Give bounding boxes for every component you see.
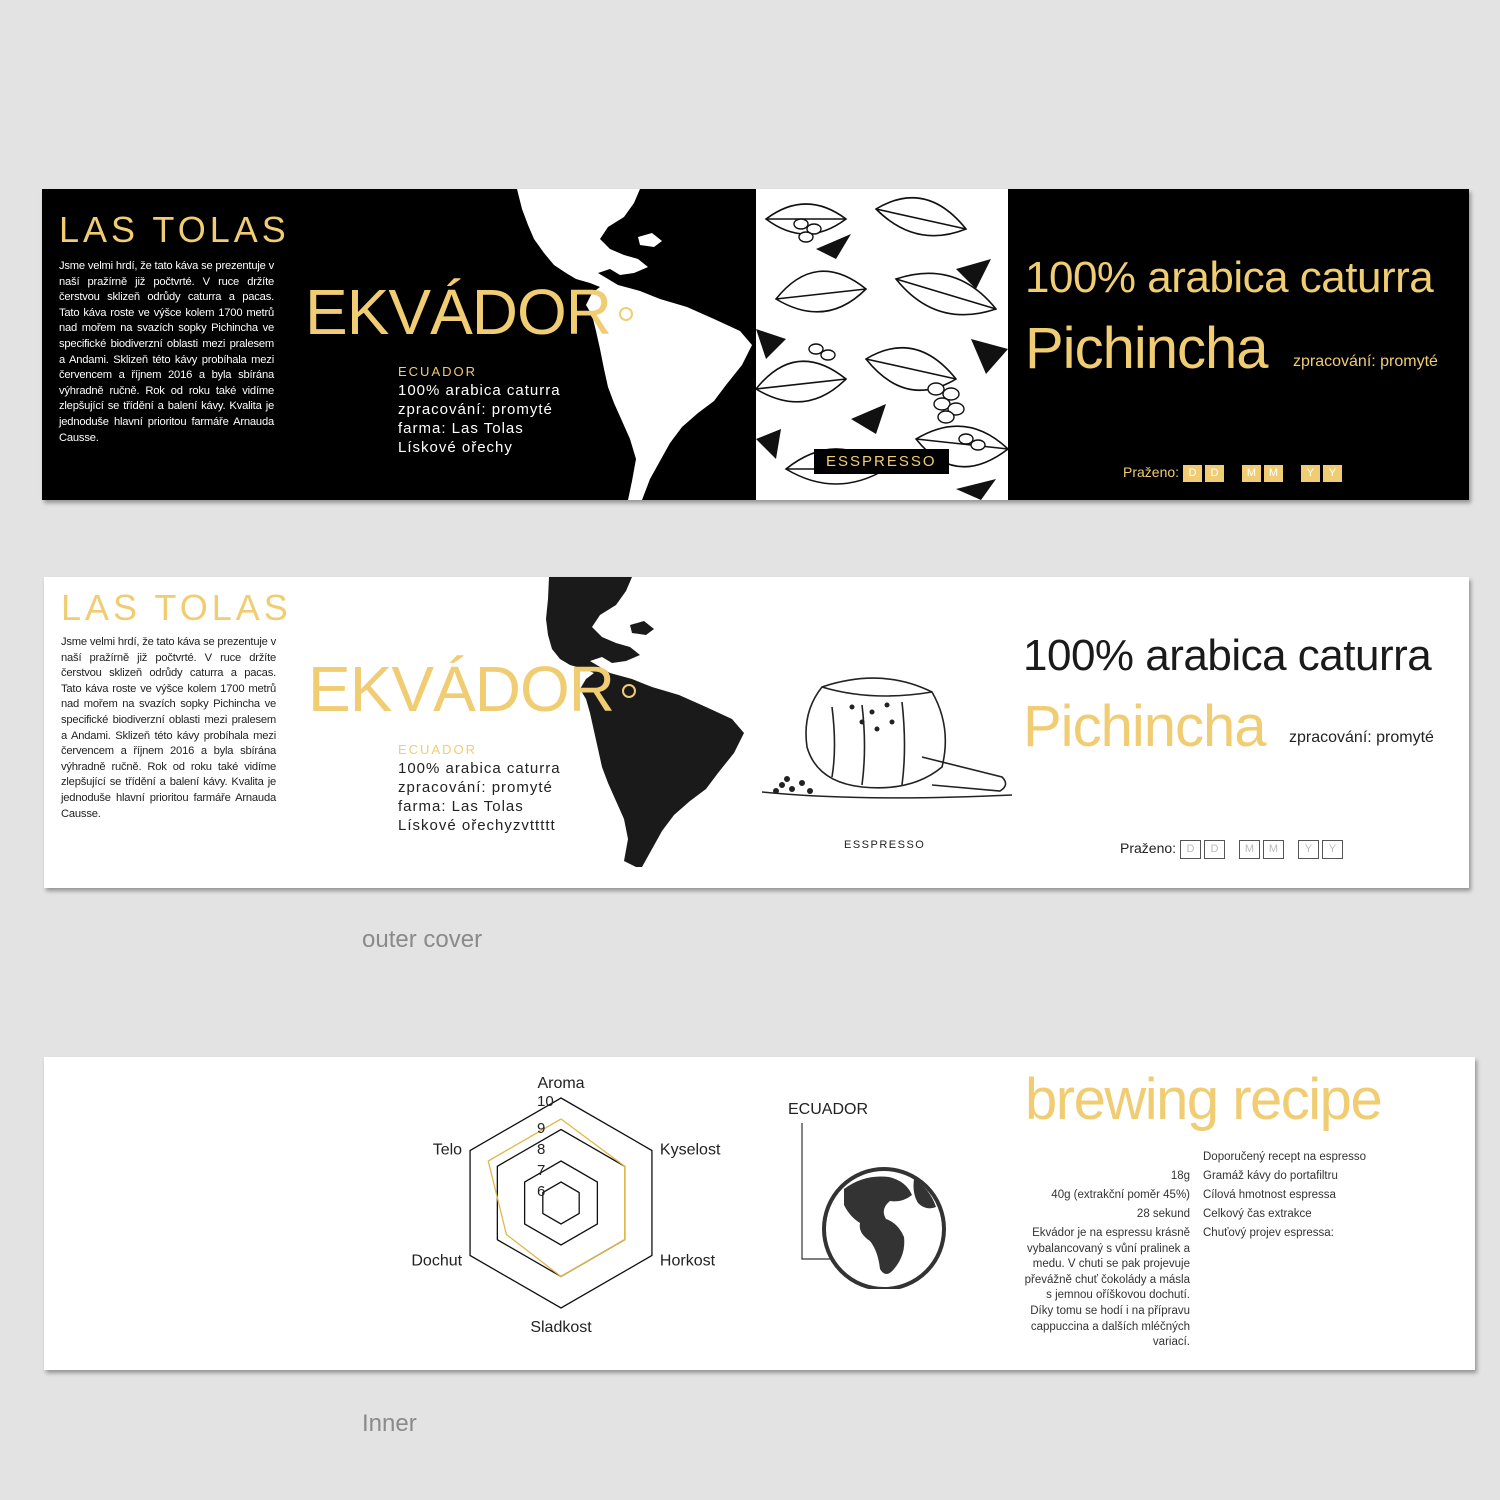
roast-year-box[interactable]: Y <box>1322 840 1343 859</box>
coffee-plant-illustration <box>756 189 1008 500</box>
coffee-sack-illustration <box>762 667 1012 817</box>
front-variety: 100% arabica caturra <box>1023 631 1432 680</box>
outer-cover-caption: outer cover <box>362 926 483 953</box>
radar-scale-label: 9 <box>537 1120 546 1137</box>
radar-axis-label: Sladkost <box>530 1319 592 1336</box>
front-region: Pichincha <box>1025 316 1268 381</box>
flavor-radar-chart <box>384 1067 744 1367</box>
flavor-text: Ekvádor je na espressu krásně vybalancovaný s vůní pralinek a medu. V chuti se pak projevuje převážně chuť čokolády a másla s jemnou oříškovou dochutí. Díky tomu se hodí i na přípravu cappuccina a dalších mléčných variací. <box>1024 1227 1190 1349</box>
roast-month-box[interactable]: M <box>1263 840 1284 859</box>
variety-line: 100% arabica caturra <box>398 382 561 399</box>
recipe-values <box>1004 1167 1190 1224</box>
roast-day-box[interactable]: D <box>1205 465 1224 482</box>
roast-month-box[interactable]: M <box>1239 840 1260 859</box>
recipe-labels <box>1203 1167 1338 1243</box>
radar-scale-label: 7 <box>537 1162 546 1179</box>
recipe-label: Cílová hmotnost espressa <box>1203 1189 1336 1201</box>
radar-scale-label: 8 <box>537 1141 546 1158</box>
roast-day-box[interactable]: D <box>1180 840 1201 859</box>
recipe-value: 40g (extrakční poměr 45%) <box>1051 1189 1190 1201</box>
radar-scale-label: 6 <box>537 1183 546 1200</box>
recipe-label: Gramáž kávy do portafiltru <box>1203 1170 1338 1182</box>
story-text: Jsme velmi hrdí, že tato káva se prezentuje v naší pražírně již počtvrté. V ruce držíte čerstvou sklizeň odrůdy caturra a pacas. Tato káva roste ve výšce kolem 1700 metrů nad mořem na svazích sopky Pichincha ve specifické biodiverzní oblasti mezi pralesem a Andami. Sklizeň této kávy probíhala mezi červencem a říjnem 2016 a byla sbírána výhradně ručně. Rok od roku také vidíme zlepšující se třídění a balení kávy. Kvalita je jednoduše hlavní prioritou farmáře Arnauda Causse. <box>59 260 274 444</box>
notes-line: Lískové ořechy <box>398 439 513 456</box>
radar-series <box>488 1119 624 1277</box>
recipe-value: 28 sekund <box>1136 1208 1190 1220</box>
location-marker-icon <box>619 307 633 321</box>
roast-date <box>1123 464 1345 482</box>
farm-line: farma: Las Tolas <box>398 798 524 815</box>
radar-axis-label: Aroma <box>537 1075 585 1092</box>
espresso-tag: ESSPRESSO <box>814 449 949 474</box>
farm-line: farma: Las Tolas <box>398 420 524 437</box>
roast-day-box[interactable]: D <box>1183 465 1202 482</box>
front-variety: 100% arabica caturra <box>1025 253 1434 302</box>
location-marker-icon <box>622 684 636 698</box>
roast-year-box[interactable]: Y <box>1323 465 1342 482</box>
americas-map-icon <box>374 577 794 888</box>
story-text: Jsme velmi hrdí, že tato káva se prezentuje v naší pražírně již počtvrté. V ruce držíte čerstvou sklizeň odrůdy caturra a pacas. Tato káva roste ve výšce kolem 1700 metrů nad mořem na svazích sopky Pichincha ve specifické biodiverzní oblasti mezi pralesem a Andami. Sklizeň této kávy probíhala mezi červencem a říjnem 2016 a byla sbírána výhradně ručně. Rok od roku také vidíme zlepšující se třídění a balení kávy. Kvalita je jednoduše hlavní prioritou farmáře Arnauda Causse. <box>61 636 276 820</box>
country-title: EKVÁDOR <box>308 653 614 725</box>
recipe-heading: Doporučený recept na espresso <box>1203 1151 1367 1163</box>
flavor-label: Chuťový projev espressa: <box>1203 1227 1334 1239</box>
globe-icon <box>794 1119 954 1289</box>
inner-caption: Inner <box>362 1410 417 1437</box>
country-title: EKVÁDOR <box>305 276 611 348</box>
origin-label: ECUADOR <box>398 364 478 379</box>
recipe-label: Celkový čas extrakce <box>1203 1208 1312 1220</box>
coffee-details <box>398 362 561 457</box>
map-label: ECUADOR <box>788 1101 869 1118</box>
front-process: zpracování: promyté <box>1289 729 1434 746</box>
radar-scale-label: 10 <box>537 1093 554 1110</box>
radar-axis-label: Horkost <box>659 1252 716 1270</box>
process-line: zpracování: promyté <box>398 401 553 418</box>
radar-axis-label: Dochut <box>411 1252 463 1270</box>
radar-axis-label: Kyselost <box>659 1141 721 1159</box>
roast-month-box[interactable]: M <box>1242 465 1261 482</box>
roast-label: Praženo: <box>1120 840 1177 857</box>
roast-label: Praženo: <box>1123 464 1180 480</box>
light-label <box>44 577 1469 888</box>
roast-date <box>1120 840 1346 859</box>
notes-line: Lískové ořechyzvttttt <box>398 817 556 834</box>
front-process: zpracování: promyté <box>1293 353 1438 370</box>
origin-label: ECUADOR <box>398 742 478 757</box>
roast-month-box[interactable]: M <box>1264 465 1283 482</box>
brand-title: LAS TOLAS <box>59 209 290 250</box>
radar-axis-label: Telo <box>432 1141 463 1159</box>
radar-grid-ring <box>525 1161 598 1245</box>
dark-label <box>42 189 1469 500</box>
front-region: Pichincha <box>1023 694 1266 759</box>
recipe-title: brewing recipe <box>1025 1067 1382 1132</box>
recipe-value: 18g <box>1170 1170 1190 1182</box>
process-line: zpracování: promyté <box>398 779 553 796</box>
brand-title: LAS TOLAS <box>61 587 292 628</box>
espresso-tag: ESSPRESSO <box>844 839 926 851</box>
roast-day-box[interactable]: D <box>1204 840 1225 859</box>
coffee-details <box>398 740 561 835</box>
roast-year-box[interactable]: Y <box>1301 465 1320 482</box>
radar-grid-ring <box>543 1182 579 1224</box>
variety-line: 100% arabica caturra <box>398 760 561 777</box>
inner-label <box>44 1057 1475 1370</box>
roast-year-box[interactable]: Y <box>1298 840 1319 859</box>
